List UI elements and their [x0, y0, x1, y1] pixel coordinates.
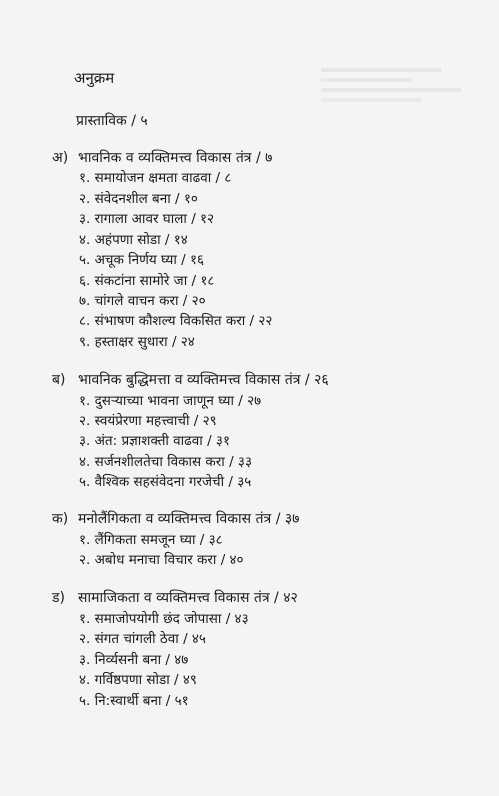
toc-item: ३. रागाला आवर घाला / १२ [79, 211, 215, 227]
toc-item: ३. निर्व्यसनी बना / ४७ [79, 652, 189, 668]
toc-item: ४. अहंपणा सोडा / १४ [79, 232, 188, 248]
toc-item: ७. चांगले वाचन करा / २० [79, 293, 206, 309]
section-title [52, 509, 299, 528]
section-letter: ब) [52, 372, 66, 388]
toc-item: १. दुसऱ्याच्या भावना जाणून घ्या / २७ [79, 393, 262, 409]
toc-item: १. समाजोपयोगी छंद जोपासा / ४३ [79, 611, 249, 627]
section-title-text: भावनिक व व्यक्तिमत्त्व विकास तंत्र / ७ [78, 150, 273, 166]
toc-heading: अनुक्रम [74, 69, 115, 87]
toc-item: ४. गर्विष्ठपणा सोडा / ४९ [79, 672, 197, 688]
toc-item: ८. संभाषण कौशल्य विकसित करा / २२ [79, 313, 273, 329]
section-letter: क) [52, 511, 69, 527]
section-title [52, 370, 329, 389]
toc-item: ३. अंत: प्रज्ञाशक्ती वाढवा / ३१ [79, 433, 230, 449]
toc-item: ४. सर्जनशीलतेचा विकास करा / ३३ [79, 454, 252, 470]
toc-item: २. स्वयंप्रेरणा महत्त्वाची / २९ [79, 413, 217, 429]
toc-item: ९. हस्ताक्षर सुधारा / २४ [79, 334, 195, 350]
toc-item: १. समायोजन क्षमता वाढवा / ८ [79, 170, 232, 186]
toc-item: ५. नि:स्वार्थी बना / ५१ [79, 693, 189, 709]
bleed-through-texture [321, 62, 481, 108]
toc-item: ६. संकटांना सामोरे जा / १८ [79, 273, 215, 289]
section-title-text: मनोलैंगिकता व व्यक्तिमत्त्व विकास तंत्र / ३७ [78, 511, 300, 527]
toc-item: २. अबोध मनाचा विचार करा / ४० [79, 552, 244, 568]
toc-preface-entry: प्रास्ताविक / ५ [76, 113, 148, 129]
section-title [52, 588, 298, 607]
toc-item: २. संगत चांगली ठेवा / ४५ [79, 631, 206, 647]
section-title-text: भावनिक बुद्धिमत्ता व व्यक्तिमत्त्व विकास तंत्र / २६ [78, 372, 329, 388]
section-letter: ड) [52, 590, 65, 606]
toc-item: ५. अचूक निर्णय घ्या / १६ [79, 252, 204, 268]
toc-item: २. संवेदनशील बना / १० [79, 191, 198, 207]
toc-item: ५. वैश्विक सहसंवेदना गरजेची / ३५ [79, 474, 252, 490]
toc-item: १. लैंगिकता समजून घ्या / ३८ [79, 532, 223, 548]
section-title [52, 148, 272, 167]
section-letter: अ) [52, 150, 69, 166]
section-title-text: सामाजिकता व व्यक्तिमत्त्व विकास तंत्र / ४२ [78, 590, 298, 606]
